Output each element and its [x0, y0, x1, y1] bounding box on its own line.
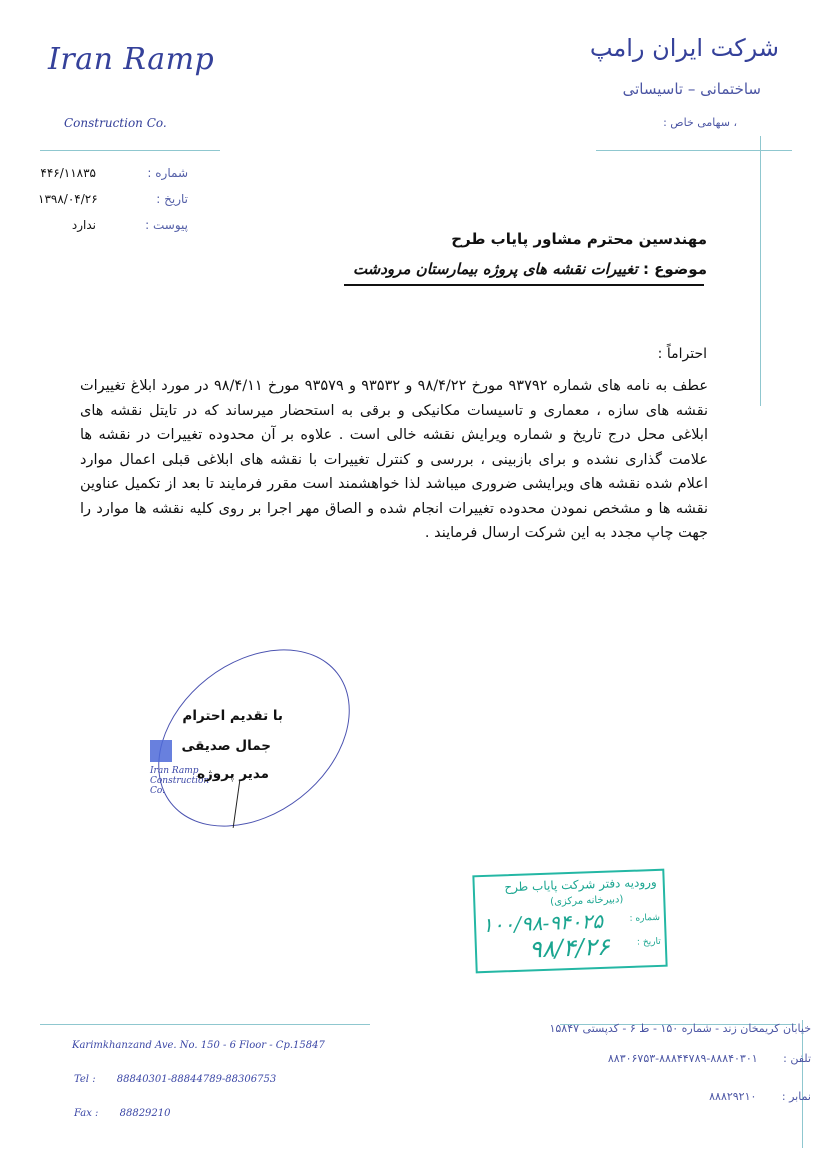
footer-fax-fa: [709, 1090, 811, 1103]
meta-date-value: ۱۳۹۸/۰۴/۲۶: [38, 192, 98, 206]
footer-divider-left: [40, 1024, 370, 1025]
receipt-date-value: ۹۸/۴/۲۶: [528, 932, 611, 964]
footer-tel-label-en: Tel :: [74, 1074, 96, 1085]
company-logo-en: Iran Ramp: [48, 42, 215, 77]
meta-date-label: تاریخ :: [156, 192, 188, 206]
footer-tel-value-fa: ۸۸۸۴۰۳۰۱-۸۸۸۴۴۷۸۹-۸۸۳۰۶۷۵۳: [607, 1052, 758, 1065]
subject-label: موضوع :: [642, 260, 707, 278]
signature-title: مدیر پروژه: [197, 766, 269, 782]
company-logo-fa: شرکت ایران رامپ: [589, 34, 779, 62]
receipt-number-label: شماره :: [629, 912, 661, 924]
footer-tel-label-fa: تلفن :: [783, 1052, 811, 1065]
footer-fax-en: [74, 1108, 171, 1119]
footer-tel-fa: [608, 1052, 811, 1065]
company-subtitle-en: Construction Co.: [64, 116, 167, 130]
header-divider-left: [40, 150, 220, 151]
margin-guide-right: [760, 136, 761, 406]
footer-address-en: Karimkhanzand Ave. No. 150 - 6 Floor - Cp.15847: [72, 1040, 325, 1051]
receipt-date-label: تاریخ :: [636, 936, 661, 948]
receipt-subtitle: (دبیرخانه مرکزی): [550, 894, 624, 908]
footer-guide-right: [802, 1020, 803, 1148]
receipt-stamp: [472, 869, 667, 974]
footer-fax-label-en: Fax :: [74, 1108, 99, 1119]
footer-fax-label-fa: نمابر :: [781, 1090, 811, 1103]
meta-attachment-label: پیوست :: [145, 218, 188, 232]
footer-fax-value-en: 88829210: [119, 1108, 171, 1119]
footer-address-fa: خیابان کریمخان زند - شماره ۱۵۰ - ط ۶ - کدپستی ۱۵۸۴۷: [549, 1022, 811, 1035]
seal-text: Iran Ramp Construction Co.: [150, 766, 210, 796]
footer-fax-value-fa: ۸۸۸۲۹۲۱۰: [709, 1090, 757, 1103]
letter-body: عطف به نامه های شماره ۹۳۷۹۲ مورخ ۹۸/۴/۲۲ و ۹۳۵۳۲ و ۹۳۵۷۹ مورخ ۹۸/۴/۱۱ در مورد ابلاغ تغییرات نقشه های سازه ، معماری و تاسیسات مکانیکی و برقی به استحضار میرساند که در تایتل نقشه های ابلاغی محل درج تاریخ و شماره ویرایش نقشه خالی است . علاوه بر آن محدوده تغییرات در نقشه ها علامت گذاری نشده و برای بازبینی ، بررسی و کنترل تغییرات با نقشه های ابلاغی قبلی اعمال موارد اعلام شده نقشه های ویرایشی ضروری میباشد لذا خواهشمند است مقرر فرمایند تا بعد از تکمیل عناوین نقشه ها و مشخص نمودن محدوده تغییرات انجام شده و الصاق مهر اجرا بر روی کلیه نقشه ها موارد را جهت چاپ مجدد به این شرکت ارسال فرمایند .: [80, 378, 708, 541]
signature-closing: با تقدیم احترام: [182, 708, 283, 724]
footer-tel-en: [74, 1074, 276, 1085]
letter-recipient: مهندسین محترم مشاور پایاب طرح: [451, 230, 707, 248]
subject-text: تغییرات نقشه های پروژه بیمارستان مرودشت: [352, 260, 638, 278]
receipt-number-value: ۱۰۰/۹۸-۹۴۰۲۵: [481, 908, 604, 938]
seal-logo-icon: [150, 740, 172, 762]
meta-attachment-row: [38, 218, 188, 232]
meta-number-value: ۴۴۶/۱۱۸۳۵: [40, 166, 96, 180]
signature-name: جمال صدیقی: [181, 738, 271, 754]
meta-number-row: [38, 166, 188, 180]
company-license-fa: ، سهامی خاص :: [663, 116, 737, 129]
header-divider-right: [596, 150, 792, 151]
subject-underline: [344, 284, 704, 286]
footer-tel-value-en: 88840301-88844789-88306753: [116, 1074, 277, 1085]
meta-number-label: شماره :: [147, 166, 188, 180]
letter-subject: [353, 260, 707, 278]
company-subtitle-fa: ساختمانی – تاسیساتی: [622, 80, 761, 98]
meta-attachment-value: ندارد: [71, 218, 96, 232]
meta-date-row: [38, 192, 188, 206]
receipt-title: ورودیه دفتر شرکت پایاب طرح: [504, 874, 657, 895]
letter-salutation: احتراماً :: [657, 346, 707, 362]
